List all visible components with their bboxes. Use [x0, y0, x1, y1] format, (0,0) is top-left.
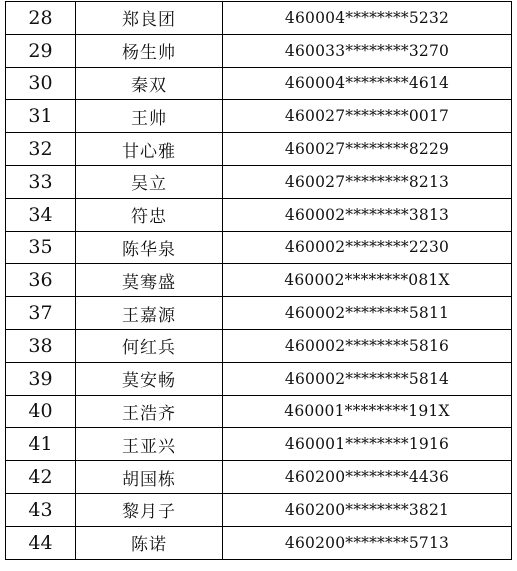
table-row	[6, 34, 512, 67]
table-row	[6, 264, 512, 297]
row-number: 37	[6, 297, 76, 330]
table-row	[6, 461, 512, 494]
masked-id-number: 460027********8213	[223, 165, 512, 198]
masked-id-number: 460200********4436	[223, 461, 512, 494]
masked-id-number: 460027********8229	[223, 133, 512, 166]
row-number: 39	[6, 362, 76, 395]
person-name: 符忠	[76, 198, 223, 231]
row-number: 28	[6, 2, 76, 35]
row-number: 31	[6, 100, 76, 133]
person-name: 王亚兴	[76, 428, 223, 461]
masked-id-number: 460004********4614	[223, 67, 512, 100]
person-name: 莫骞盛	[76, 264, 223, 297]
row-number: 42	[6, 461, 76, 494]
masked-id-number: 460033********3270	[223, 34, 512, 67]
table-row	[6, 493, 512, 526]
person-name: 胡国栋	[76, 461, 223, 494]
masked-id-number: 460002********5814	[223, 362, 512, 395]
row-number: 41	[6, 428, 76, 461]
table-row	[6, 329, 512, 362]
person-name: 郑良团	[76, 2, 223, 35]
table-row	[6, 165, 512, 198]
person-name: 何红兵	[76, 329, 223, 362]
person-name: 吴立	[76, 165, 223, 198]
masked-id-number: 460001********1916	[223, 428, 512, 461]
table-row	[6, 133, 512, 166]
table-row	[6, 297, 512, 330]
row-number: 32	[6, 133, 76, 166]
table-row	[6, 67, 512, 100]
row-number: 36	[6, 264, 76, 297]
person-name: 甘心雅	[76, 133, 223, 166]
row-number: 38	[6, 329, 76, 362]
person-name: 王帅	[76, 100, 223, 133]
roster-body	[6, 2, 512, 560]
masked-id-number: 460200********3821	[223, 493, 512, 526]
person-name: 王浩齐	[76, 395, 223, 428]
roster-table	[5, 1, 512, 560]
masked-id-number: 460002********5816	[223, 329, 512, 362]
table-row	[6, 198, 512, 231]
table-row	[6, 395, 512, 428]
table-row	[6, 526, 512, 559]
masked-id-number: 460002********5811	[223, 297, 512, 330]
person-name: 秦双	[76, 67, 223, 100]
person-name: 杨生帅	[76, 34, 223, 67]
masked-id-number: 460002********081X	[223, 264, 512, 297]
row-number: 34	[6, 198, 76, 231]
masked-id-number: 460002********3813	[223, 198, 512, 231]
table-row	[6, 231, 512, 264]
masked-id-number: 460001********191X	[223, 395, 512, 428]
masked-id-number: 460027********0017	[223, 100, 512, 133]
row-number: 40	[6, 395, 76, 428]
row-number: 43	[6, 493, 76, 526]
table-row	[6, 100, 512, 133]
person-name: 黎月子	[76, 493, 223, 526]
masked-id-number: 460002********2230	[223, 231, 512, 264]
person-name: 陈诺	[76, 526, 223, 559]
masked-id-number: 460200********5713	[223, 526, 512, 559]
table-row	[6, 2, 512, 35]
row-number: 30	[6, 67, 76, 100]
row-number: 29	[6, 34, 76, 67]
row-number: 44	[6, 526, 76, 559]
row-number: 33	[6, 165, 76, 198]
row-number: 35	[6, 231, 76, 264]
person-name: 王嘉源	[76, 297, 223, 330]
table-row	[6, 428, 512, 461]
person-name: 莫安畅	[76, 362, 223, 395]
masked-id-number: 460004********5232	[223, 2, 512, 35]
person-name: 陈华泉	[76, 231, 223, 264]
table-row	[6, 362, 512, 395]
